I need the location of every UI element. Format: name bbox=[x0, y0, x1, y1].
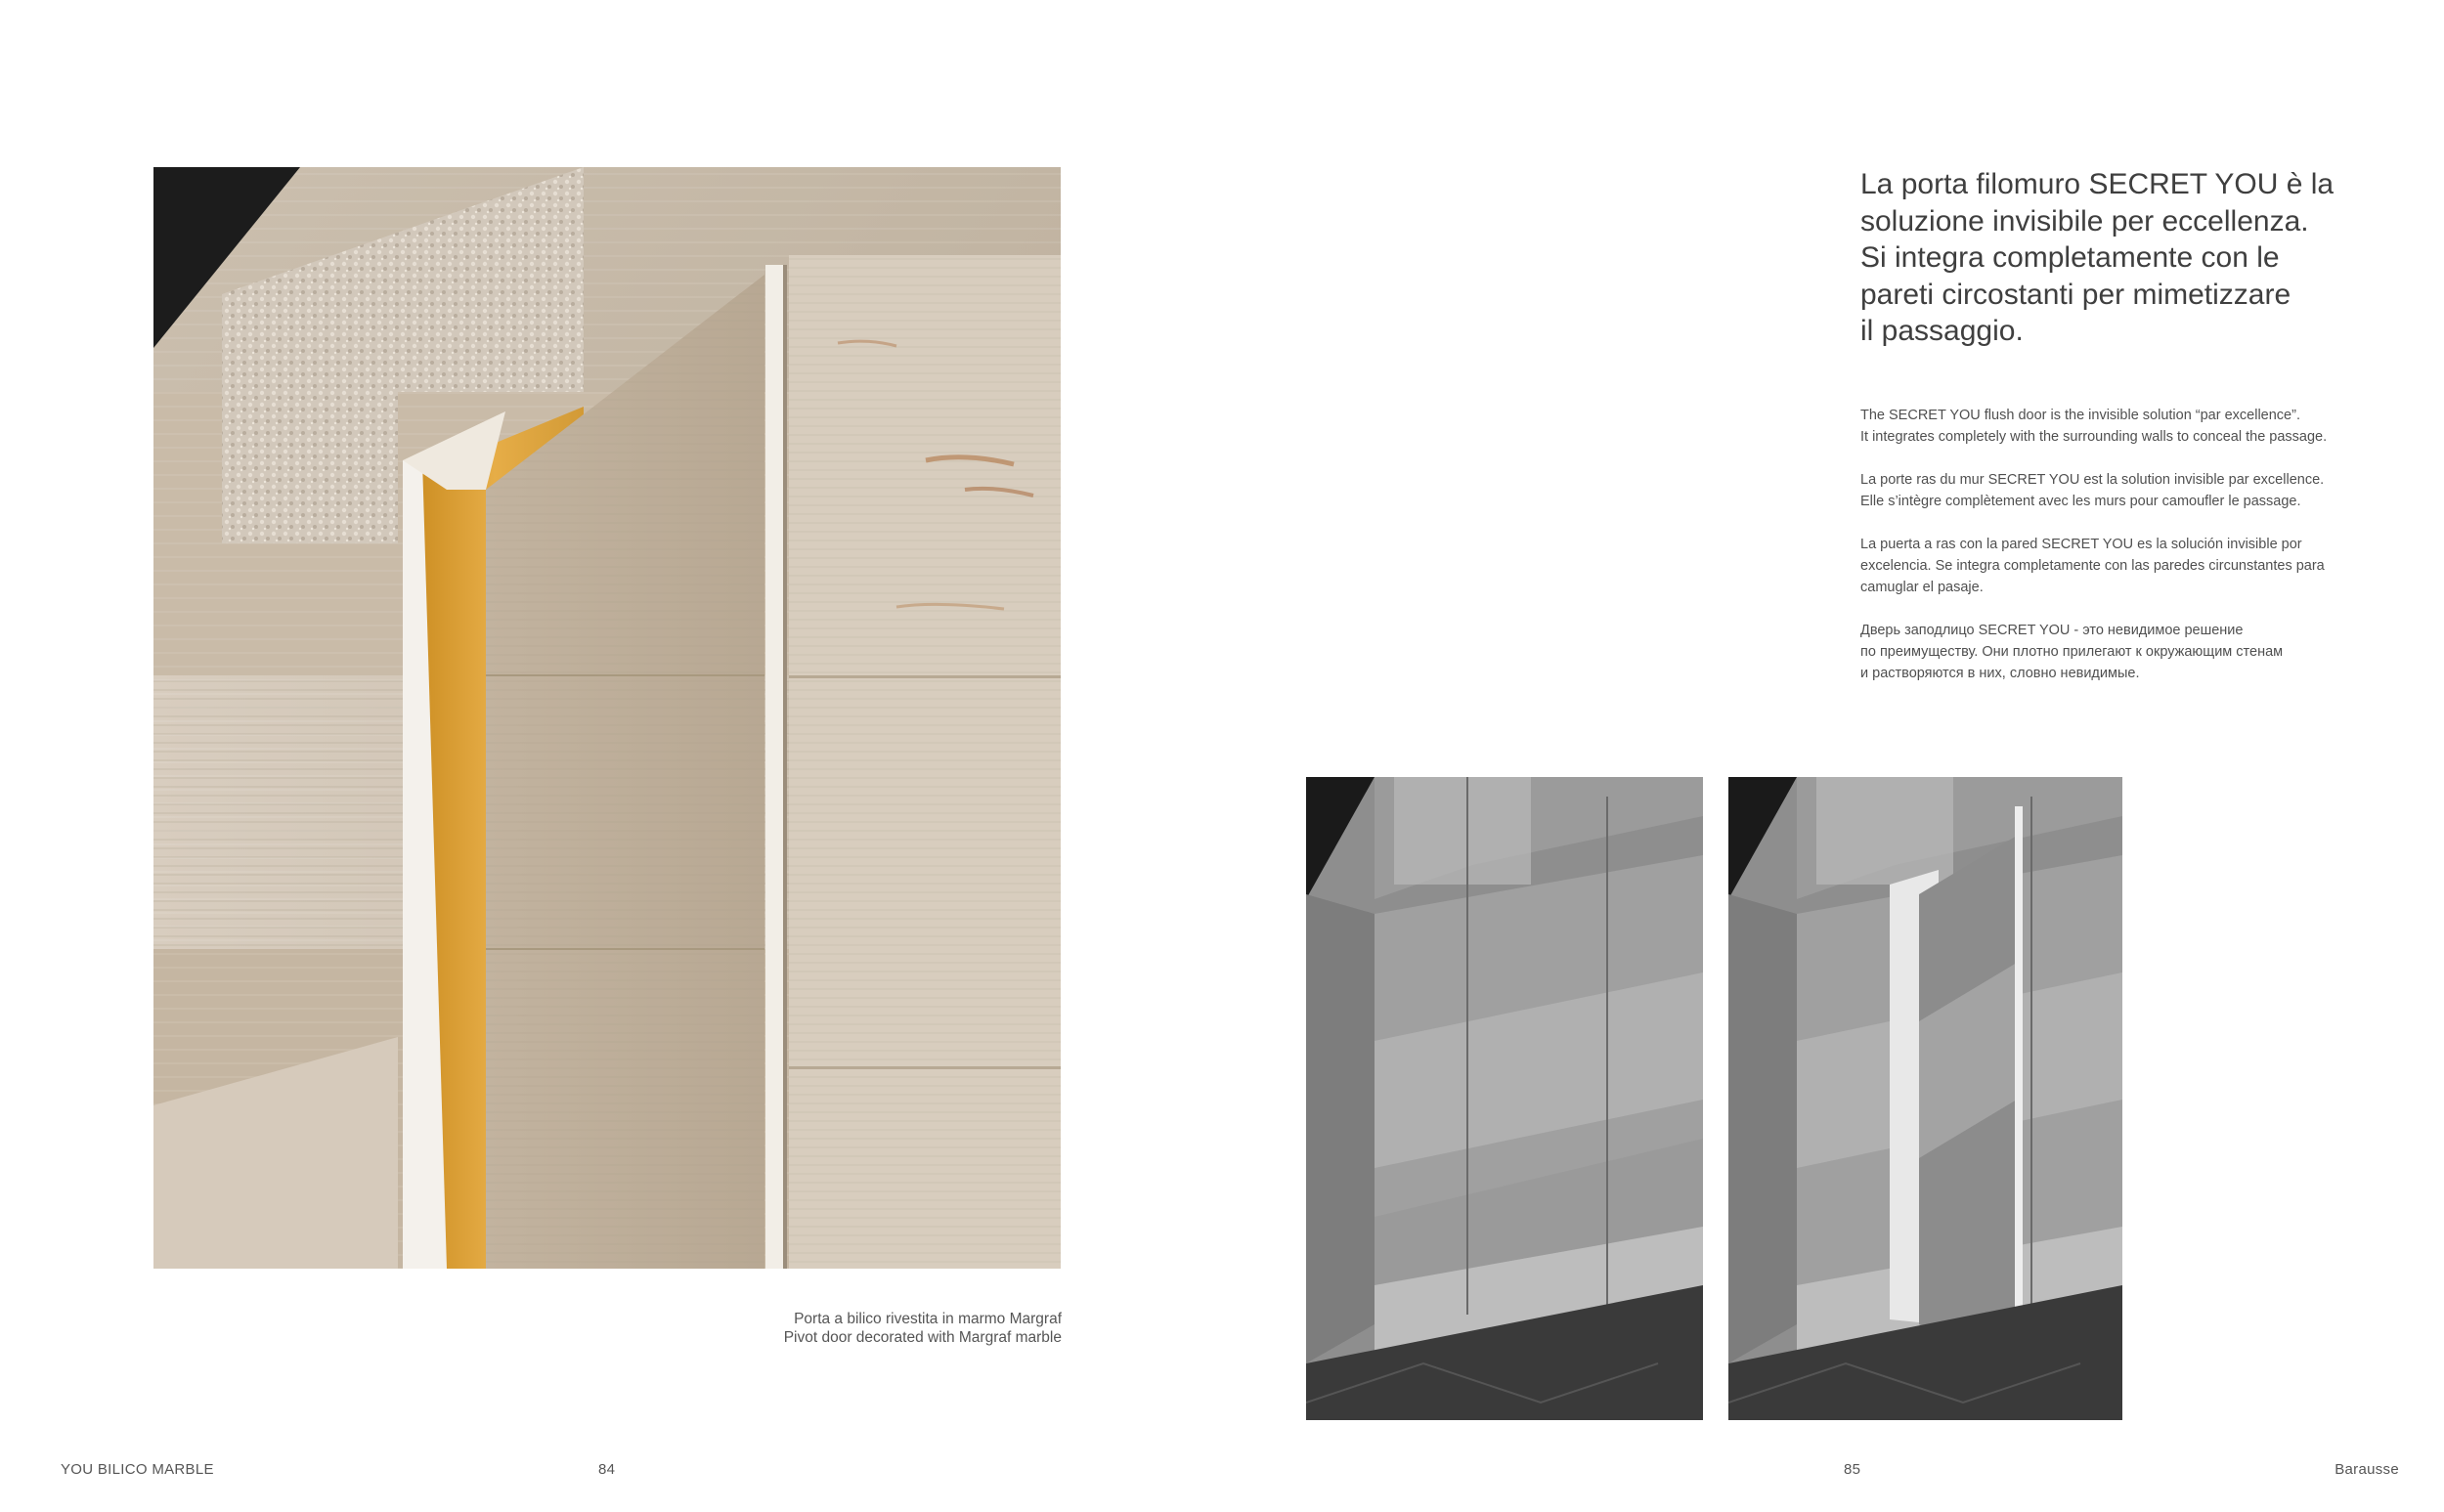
page-number-left: 84 bbox=[598, 1461, 616, 1478]
closed-door-photo bbox=[1306, 777, 1703, 1420]
paragraph-spanish: La puerta a ras con la pared SECRET YOU es la solución invisible por excelencia. Se integra completamente con las paredes circunstantes para camuglar el pasaje. bbox=[1860, 537, 2325, 595]
paragraph-russian: Дверь заподлицо SECRET YOU - это невидимое решение по преимуществу. Они плотно прилегают к окружающим стенам и растворяются в них, словно невидимые. bbox=[1860, 623, 2284, 681]
paragraph-english: The SECRET YOU flush door is the invisible solution “par excellence”. It integrates completely with the surrounding walls to conceal the passage. bbox=[1860, 408, 2328, 445]
open-door-photo bbox=[1728, 777, 2122, 1420]
main-door-photo bbox=[153, 167, 1061, 1269]
photo-caption bbox=[587, 1310, 1062, 1347]
headline: La porta filomuro SECRET YOU è la soluzione invisibile per eccellenza. Si integra completamente con le pareti circostanti per mimetizzare il passaggio. bbox=[1860, 168, 2335, 347]
multilingual-description bbox=[1860, 405, 2427, 706]
page-number-right: 85 bbox=[1844, 1461, 1861, 1478]
paragraph-french: La porte ras du mur SECRET YOU est la solution invisible par excellence. Elle s’intègre complètement avec les murs pour camoufler le passage. bbox=[1860, 472, 2325, 509]
footer-collection-title: YOU BILICO MARBLE bbox=[61, 1461, 214, 1478]
footer-brand: Barausse bbox=[2335, 1461, 2399, 1478]
caption-english: Pivot door decorated with Margraf marble bbox=[783, 1329, 1062, 1346]
caption-italian: Porta a bilico rivestita in marmo Margraf bbox=[794, 1311, 1062, 1327]
